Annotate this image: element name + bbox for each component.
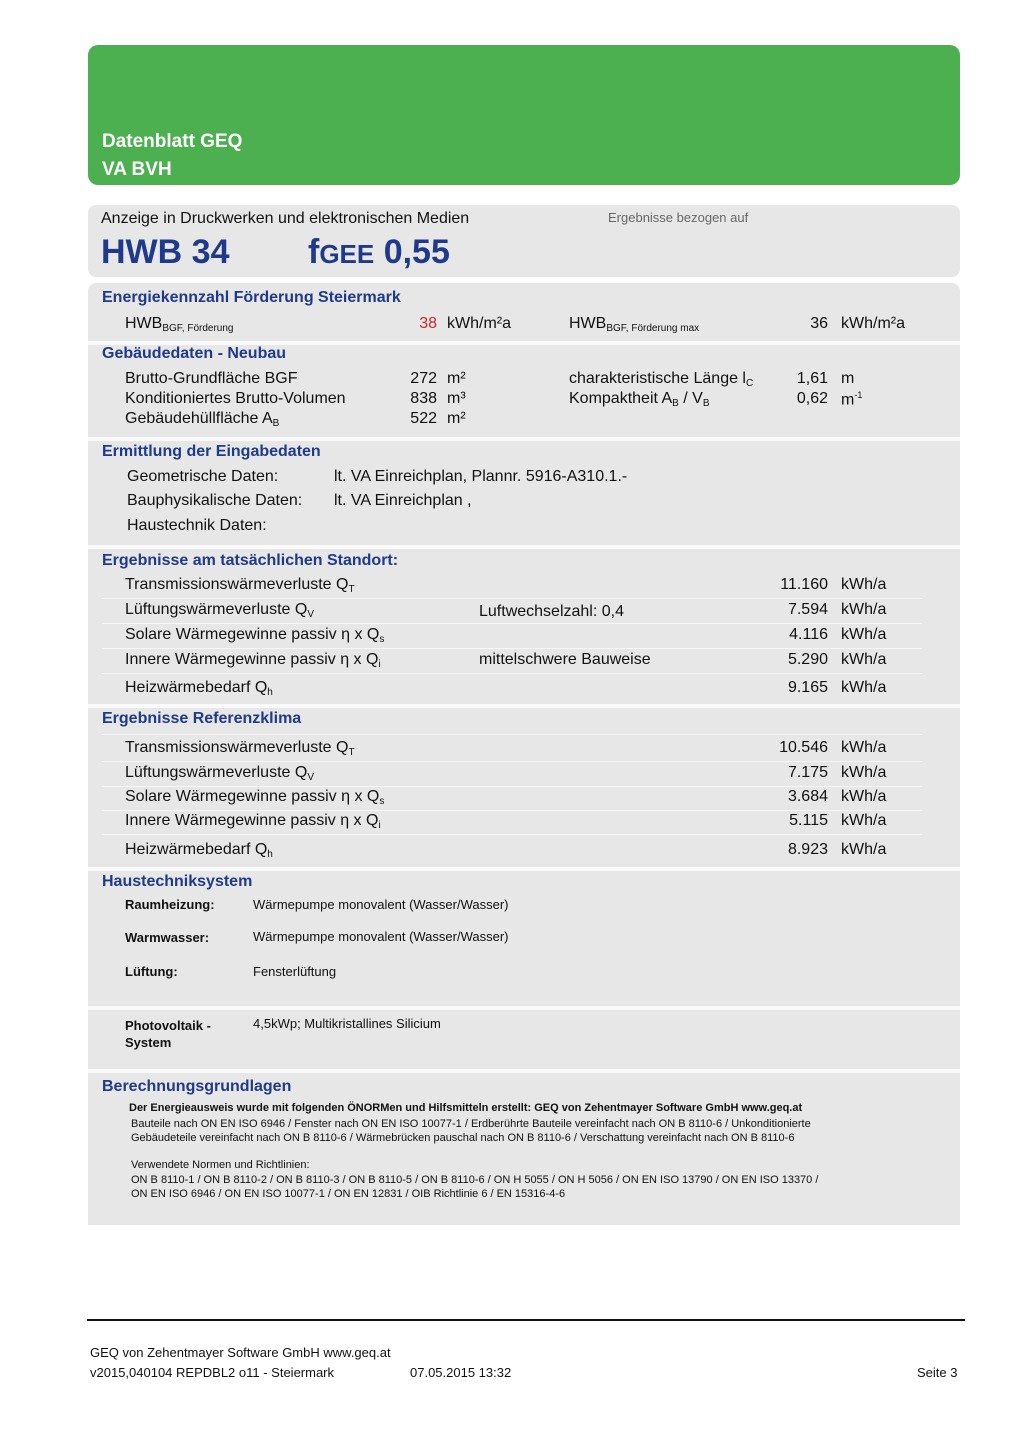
referenz-row-unit: kWh/a	[841, 739, 887, 756]
hwb-foerderung-unit: kWh/m²a	[447, 315, 511, 332]
standort-row-value: 11.160	[780, 576, 828, 593]
grundlagen-text: Gebäudeteile vereinfacht nach ON B 8110-6 / Wärmebrücken pauschal nach ON B 8110-6 / Verschattung vereinfacht nach ON B 8110-6	[131, 1132, 795, 1144]
hwb-foerderung-max-unit: kWh/m²a	[841, 315, 905, 332]
divider	[88, 1006, 960, 1010]
standort-row-label: Lüftungswärmeverluste $Q_V$	[125, 601, 314, 620]
divider	[88, 704, 960, 708]
divider	[88, 867, 960, 871]
header-subtitle: VA BVH	[102, 159, 172, 180]
bgf-unit: m²	[447, 370, 466, 387]
divider	[88, 545, 960, 549]
referenz-row-label: Innere Wärmegewinne passiv η x $Q_i$	[125, 812, 381, 831]
bgf-label: Brutto-Grundfläche BGF	[125, 370, 298, 387]
kompaktheit-label: Kompaktheit $A_B / V_B$	[569, 390, 710, 409]
volume-label: Konditioniertes Brutto-Volumen	[125, 390, 346, 407]
standort-row-note: Luftwechselzahl: 0,4	[479, 603, 624, 620]
referenz-row-value: 8.923	[787, 841, 828, 858]
standort-row-label: Innere Wärmegewinne passiv η x $Q_i$	[125, 651, 381, 670]
standort-row-note: mittelschwere Bauweise	[479, 651, 651, 668]
char-length-value: 1,61	[796, 370, 828, 387]
standort-row-unit: kWh/a	[841, 601, 887, 618]
warmwasser-label: Warmwasser:	[125, 930, 210, 945]
main-content	[88, 283, 960, 1225]
referenz-row-label: Solare Wärmegewinne passiv η x $Q_s$	[125, 788, 385, 807]
referenz-row-unit: kWh/a	[841, 788, 887, 805]
standort-row-unit: kWh/a	[841, 626, 887, 643]
section-foerderung-title: Energiekennzahl Förderung Steiermark	[102, 289, 401, 306]
huellflaeche-label: Gebäudehüllfläche $A_B$	[125, 410, 280, 429]
volume-value: 838	[410, 390, 437, 407]
standort-row-unit: kWh/a	[841, 679, 887, 696]
hwb-foerderung-value: 38	[419, 315, 437, 332]
fgee-value-label	[308, 233, 450, 272]
referenz-row-value: 5.115	[789, 812, 828, 829]
standort-row-value: 9.165	[787, 679, 828, 696]
haustechnik-daten-label: Haustechnik Daten:	[127, 517, 267, 534]
grundlagen-text: Bauteile nach ON EN ISO 6946 / Fenster nach ON EN ISO 10077-1 / Erdberührte Bauteile vereinfacht nach ON B 8110-6 / Unkonditionierte	[131, 1118, 811, 1130]
divider	[102, 648, 922, 649]
footer-version: v2015,040104 REPDBL2 o11 - Steiermark	[90, 1365, 335, 1380]
divider	[102, 761, 922, 762]
standort-row-value: 4.116	[789, 626, 828, 643]
volume-unit: m³	[447, 390, 466, 407]
standort-row-unit: kWh/a	[841, 576, 887, 593]
display-caption: Anzeige in Druckwerken und elektronischen Medien	[101, 210, 470, 227]
fgee-sub: GEE	[319, 239, 375, 269]
divider	[102, 734, 922, 735]
warmwasser-value: Wärmepumpe monovalent (Wasser/Wasser)	[253, 929, 509, 944]
hwb-value: 34	[191, 233, 230, 271]
hwb-value-label	[101, 233, 229, 272]
footer-rule	[87, 1319, 965, 1321]
divider	[102, 598, 922, 599]
header-title: Datenblatt GEQ	[102, 131, 243, 152]
referenz-row-label: Lüftungswärmeverluste $Q_V$	[125, 764, 314, 783]
footer-date: 07.05.2015 13:32	[410, 1365, 512, 1380]
section-standort-title: Ergebnisse am tatsächlichen Standort:	[102, 552, 399, 569]
divider	[102, 786, 922, 787]
standort-row-value: 7.594	[787, 601, 828, 618]
referenz-row-unit: kWh/a	[841, 764, 887, 781]
lueftung-label: Lüftung:	[125, 964, 178, 979]
footer-page: Seite 3	[917, 1365, 958, 1380]
hwb-foerderung-max-value: 36	[810, 315, 828, 332]
photovoltaik-label: Photovoltaik - System	[125, 1018, 211, 1050]
display-box	[88, 205, 960, 277]
lueftung-value: Fensterlüftung	[253, 964, 337, 979]
photovoltaik-value: 4,5kWp; Multikristallines Silicium	[253, 1016, 441, 1031]
kompaktheit-value: 0,62	[796, 390, 828, 407]
divider	[102, 673, 922, 674]
raumheizung-label: Raumheizung:	[125, 897, 215, 912]
fgee-value: 0,55	[383, 233, 450, 271]
hwb-foerderung-max-label: $HWB_{BGF, Förderung max}$	[569, 315, 700, 334]
results-ref-label: Ergebnisse bezogen auf	[608, 210, 749, 225]
standort-row-unit: kWh/a	[841, 651, 887, 668]
standort-row-label: Solare Wärmegewinne passiv η x $Q_s$	[125, 626, 385, 645]
divider	[88, 1069, 960, 1073]
section-eingabe-title: Ermittlung der Eingabedaten	[102, 443, 321, 460]
section-haustechnik-title: Haustechniksystem	[102, 873, 253, 890]
section-gebaeude-title: Gebäudedaten - Neubau	[102, 345, 287, 362]
grundlagen-intro: Der Energieausweis wurde mit folgenden ÖNORMen und Hilfsmitteln erstellt: GEQ von Zehentmayer Software GmbH www.geq.at	[129, 1102, 803, 1114]
hwb-foerderung-label: $HWB_{BGF, Förderung}$	[125, 315, 234, 334]
char-length-unit: m	[841, 370, 855, 387]
geometrie-value: lt. VA Einreichplan, Plannr. 5916-A310.1.-	[334, 468, 628, 485]
huellflaeche-value: 522	[410, 410, 437, 427]
section-grundlagen-title: Berechnungsgrundlagen	[102, 1078, 292, 1095]
referenz-row-label: Transmissionswärmeverluste $Q_T$	[125, 739, 355, 758]
section-referenz-title: Ergebnisse Referenzklima	[102, 710, 302, 727]
standort-row-label: Transmissionswärmeverluste $Q_T$	[125, 576, 355, 595]
char-length-label: charakteristische Länge $l_C$	[569, 370, 754, 389]
normen-list: ON B 8110-1 / ON B 8110-2 / ON B 8110-3 / ON B 8110-5 / ON B 8110-6 / ON H 5055 / ON H 5056 / ON EN ISO 13790 / ON EN ISO 13370 /	[131, 1174, 819, 1186]
divider	[102, 623, 922, 624]
hwb-label: HWB	[101, 233, 183, 271]
divider	[88, 437, 960, 441]
raumheizung-value: Wärmepumpe monovalent (Wasser/Wasser)	[253, 897, 509, 912]
normen-list: ON EN ISO 6946 / ON EN ISO 10077-1 / ON EN 12831 / OIB Richtlinie 6 / EN 15316-4-6	[131, 1188, 566, 1200]
divider	[102, 834, 922, 835]
standort-row-label: Heizwärmebedarf $Q_h$	[125, 679, 273, 698]
fgee-label: f	[308, 233, 320, 271]
bauphysik-label: Bauphysikalische Daten:	[127, 492, 303, 509]
standort-row-value: 5.290	[787, 651, 828, 668]
bgf-value: 272	[410, 370, 437, 387]
normen-label: Verwendete Normen und Richtlinien:	[131, 1159, 310, 1171]
bauphysik-value: lt. VA Einreichplan ,	[334, 492, 472, 509]
referenz-row-value: 7.175	[787, 764, 828, 781]
divider	[102, 810, 922, 811]
huellflaeche-unit: m²	[447, 410, 466, 427]
geometrie-label: Geometrische Daten:	[127, 468, 279, 485]
referenz-row-unit: kWh/a	[841, 841, 887, 858]
footer-company: GEQ von Zehentmayer Software GmbH www.geq.at	[90, 1345, 391, 1360]
referenz-row-label: Heizwärmebedarf $Q_h$	[125, 841, 273, 860]
referenz-row-value: 10.546	[779, 739, 828, 756]
referenz-row-value: 3.684	[787, 788, 828, 805]
kompaktheit-unit: $m^{-1}$	[841, 390, 863, 409]
datasheet-header	[88, 45, 960, 185]
referenz-row-unit: kWh/a	[841, 812, 887, 829]
